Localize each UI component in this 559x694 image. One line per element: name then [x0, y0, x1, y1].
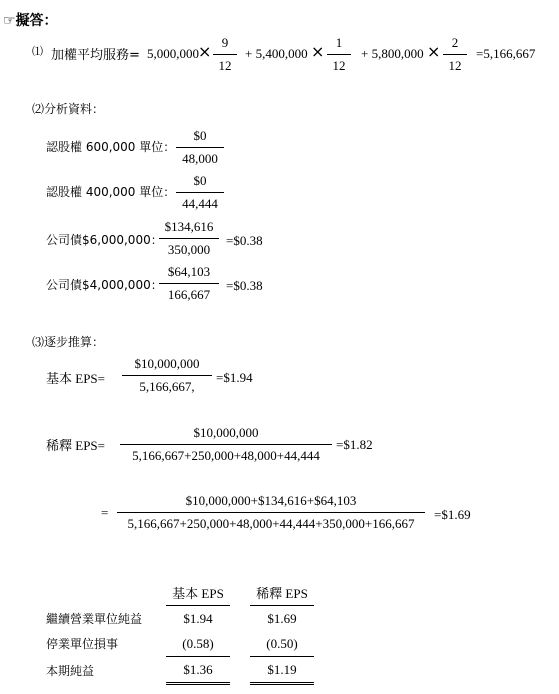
diluted-value: $1.19 — [250, 657, 314, 684]
table-row — [46, 606, 314, 632]
part1-term2: + 5,400,000 — [245, 46, 308, 61]
part2-row-fraction: $\frac{\$64,103}{166,667}$ — [159, 264, 219, 303]
basic-eps-fraction: $\frac{\$10,000,000}{5,166,667,}$ — [122, 356, 212, 395]
part2-row-result: =$0.38 — [226, 233, 263, 248]
times-sign: × — [311, 42, 325, 61]
basic-eps-label: 基本 EPS= — [46, 371, 105, 386]
diluted-value: $1.69 — [267, 610, 297, 626]
column-header-diluted: 稀釋 EPS — [250, 580, 314, 606]
table-header-row — [46, 580, 314, 606]
part2-row-label: 認股權 400,000 單位： — [46, 185, 176, 199]
part2-row-fraction: $\frac{\$0}{48,000}$ — [176, 128, 224, 167]
answer-header — [3, 10, 58, 30]
part1-fraction-1: $\frac{9}{12}$ — [213, 35, 237, 74]
pointing-hand-icon: ☞ — [3, 13, 16, 29]
part3-title: ⑶逐步推算： — [32, 335, 105, 349]
part2-row-result: =$0.38 — [226, 278, 263, 293]
table-row — [46, 631, 314, 657]
diluted-eps-label: 稀釋 EPS= — [46, 438, 105, 453]
answer-title: 擬答： — [15, 13, 58, 29]
basic-value: $1.94 — [183, 610, 213, 626]
diluted-eps-expanded-fraction: $\frac{\$10,000,000+\$134,616+\$64,103}{5,166,667+250,000+48,000+44,444+350,000+166,667}$ — [117, 493, 425, 532]
part2-row-fraction: $\frac{\$134,616}{350,000}$ — [159, 219, 219, 258]
table-row — [46, 657, 314, 684]
times-sign: × — [198, 42, 212, 61]
part2-row-label: 公司債$6,000,000： — [46, 233, 163, 247]
part1-term3: + 5,800,000 — [361, 46, 424, 61]
row-label: 停業單位損事 — [46, 637, 119, 652]
part1-marker: ⑴ — [32, 45, 43, 58]
row-label: 繼續營業單位純益 — [46, 611, 143, 626]
times-sign: × — [427, 42, 441, 61]
part1-result: =5,166,667 — [476, 46, 536, 61]
part1-label: 加權平均服務= — [51, 48, 140, 63]
diluted-value: (0.50) — [250, 631, 314, 657]
diluted-eps-fraction: $\frac{\$10,000,000}{5,166,667+250,000+48,000+44,444}$ — [120, 425, 332, 464]
part1-term1: 5,000,000 — [147, 46, 199, 61]
basic-eps-result: =$1.94 — [216, 370, 253, 385]
eps-summary-table — [46, 580, 314, 685]
part2-title: ⑵分析資料： — [32, 102, 105, 116]
equals-sign: = — [101, 505, 109, 520]
part2-row-label: 認股權 600,000 單位： — [46, 140, 176, 154]
basic-value: (0.58) — [166, 631, 230, 657]
part2-row-label: 公司債$4,000,000： — [46, 278, 163, 292]
part2-row-fraction: $\frac{\$0}{44,444}$ — [176, 173, 224, 212]
part1-fraction-2: $\frac{1}{12}$ — [327, 35, 351, 74]
diluted-eps-result: =$1.82 — [336, 437, 373, 452]
basic-value: $1.36 — [166, 657, 230, 684]
part1-fraction-3: $\frac{2}{12}$ — [443, 35, 467, 74]
column-header-basic: 基本 EPS — [166, 580, 230, 606]
diluted-eps-expanded-result: =$1.69 — [434, 507, 471, 522]
row-label: 本期純益 — [46, 663, 95, 678]
